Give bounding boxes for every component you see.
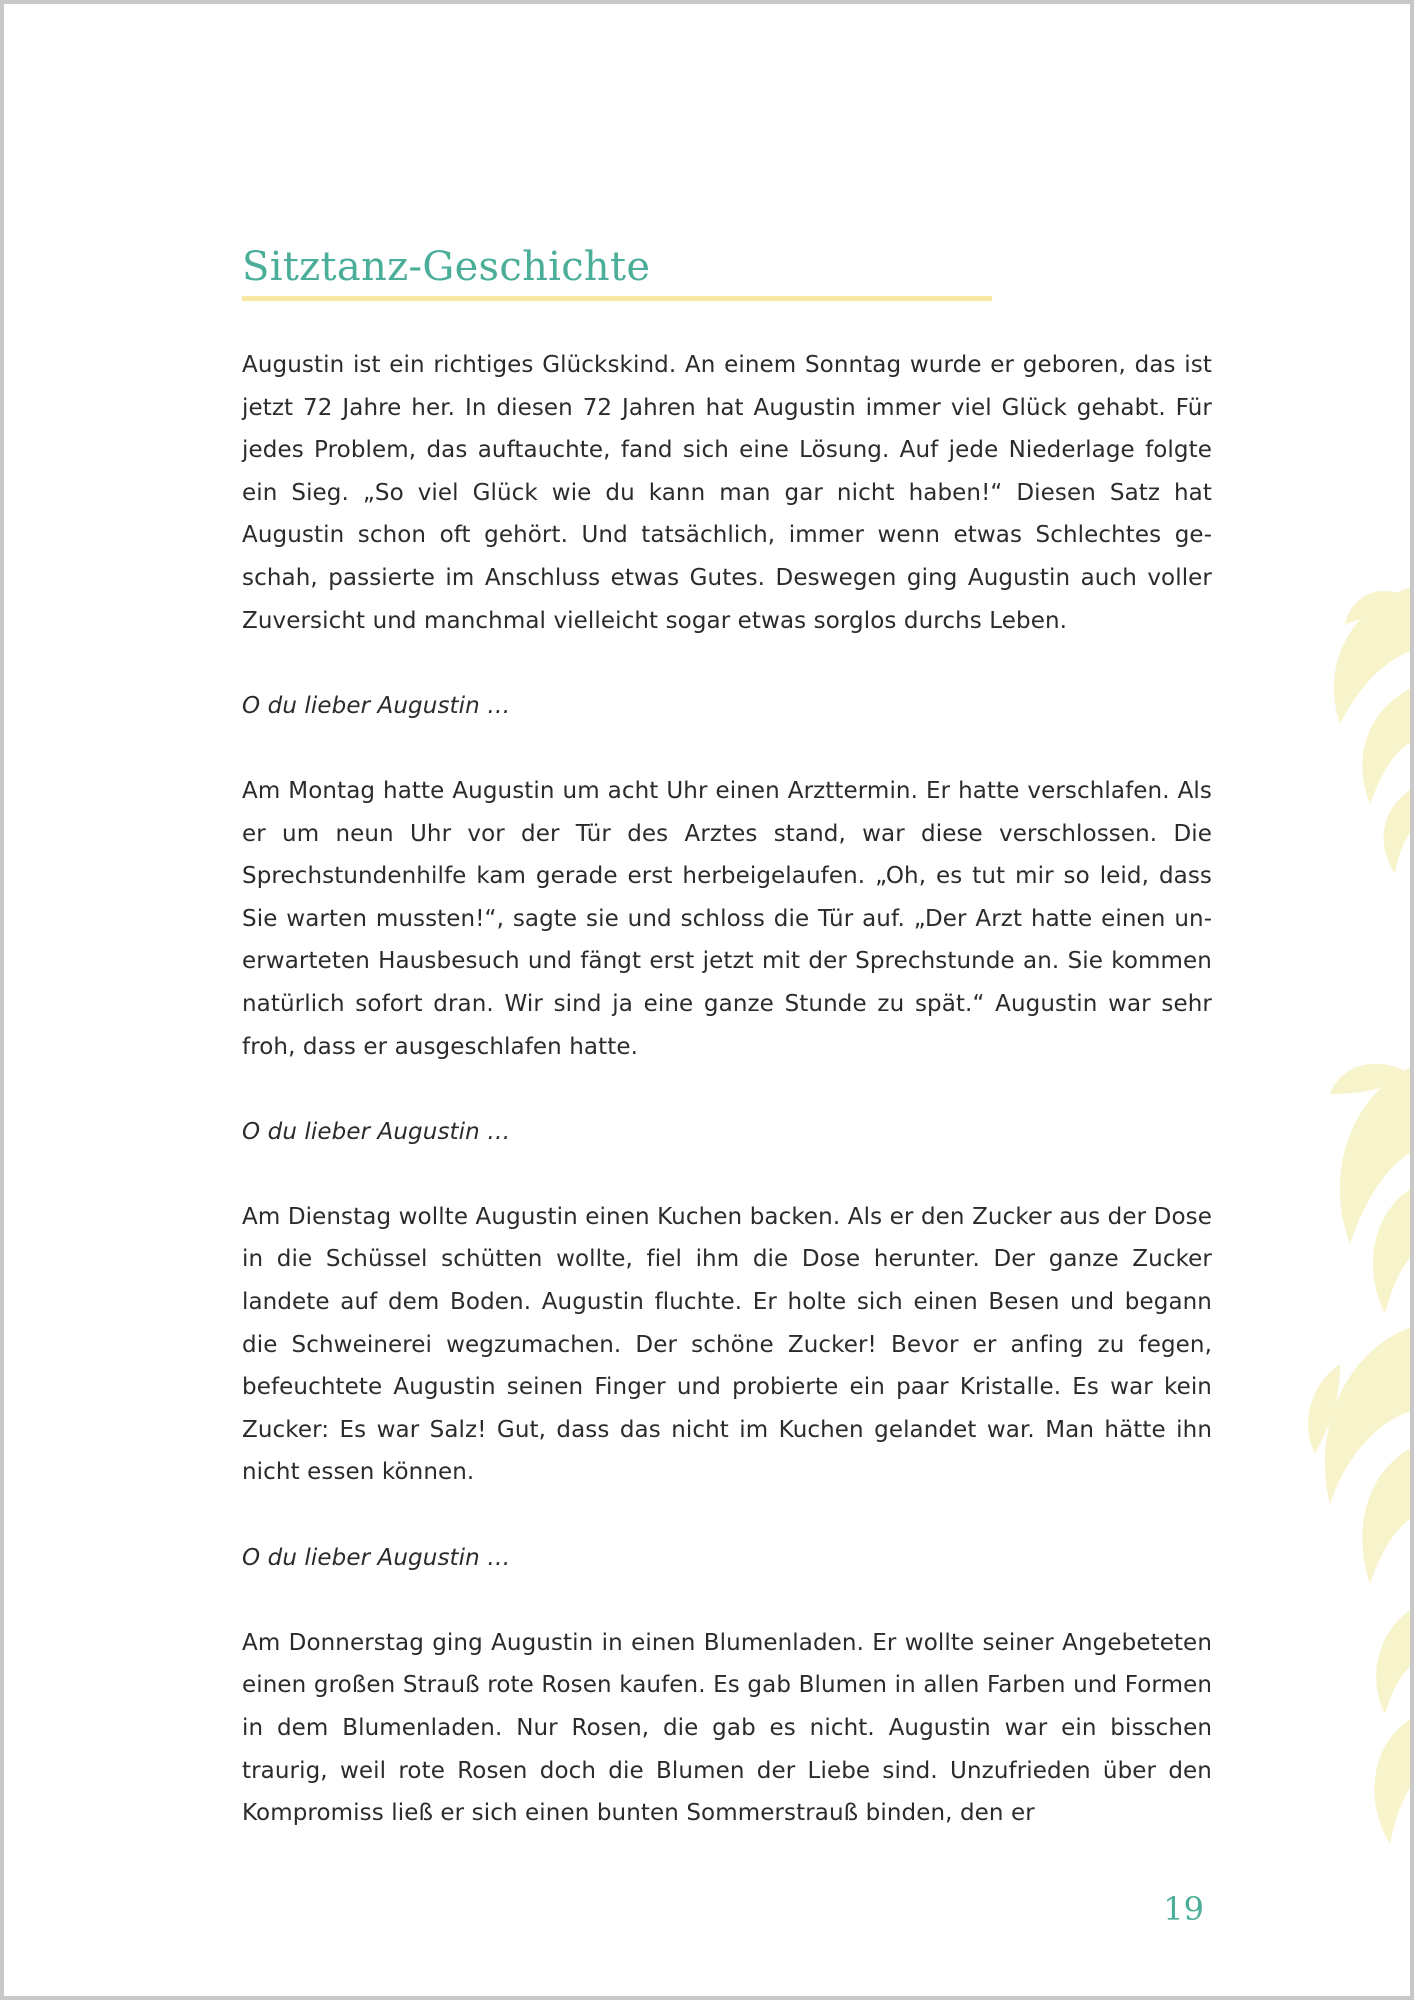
floral-ornament-icon [1200, 564, 1414, 1864]
paragraph-thursday: Am Donnerstag ging Augustin in einen Blumenladen. Er wollte seiner Angebeteten einen großen Strauß rote Rosen kaufen. Es gab Blumen in allen Farben und Formen in dem Blumenladen. Nur Rosen, die gab es nicht. Augustin war ein bisschen traurig, weil rote Rosen doch die Blumen der Liebe sind. Unzufrieden über den Kompromiss ließ er sich einen bunten Sommerstrauß binden, den er [242, 1629, 1212, 1827]
page-title: Sitztanz-Geschichte [242, 244, 651, 290]
paragraph-tuesday: Am Dienstag wollte Augustin einen Kuchen backen. Als er den Zucker aus der Dose in die Schüssel schütten wollte, fiel ihm die Dose herunter. Der ganze Zucker landete auf dem Boden. Augustin fluchte. Er holte sich einen Besen und begann die Schweinerei wegzumachen. Der schöne Zucker! Bevor er anfing zu fegen, befeuchtete Augustin seinen Finger und probierte ein paar Kristalle. Es war kein Zucker: Es war Salz! Gut, dass das nicht im Kuchen gelandet war. Man hätte ihn nicht essen können. [242, 1203, 1212, 1486]
story-text [242, 344, 1212, 1835]
paragraph-monday: Am Montag hatte Augustin um acht Uhr einen Arzttermin. Er hatte verschlafen. Als er um neun Uhr vor der Tür des Arztes stand, war diese verschlossen. Die Sprechstundenhilfe kam gerade erst herbeigelaufen. „Oh, es tut mir so leid, dass Sie warten mussten!“, sagte sie und schloss die Tür auf. „Der Arzt hatte einen unerwarteten Hausbesuch und fängt erst jetzt mit der Sprechstunde an. Sie kommen natürlich sofort dran. Wir sind ja eine ganze Stunde zu spät.“ Augustin war sehr froh, dass er ausgeschlafen hatte. [242, 777, 1212, 1060]
paragraph-sunday: Augustin ist ein richtiges Glückskind. An einem Sonntag wurde er geboren, das ist jetzt 72 Jahre her. In diesen 72 Jahren hat Augustin immer viel Glück gehabt. Für jedes Problem, das auftauchte, fand sich eine Lösung. Auf jede Niederlage folgte ein Sieg. „So viel Glück wie du kann man gar nicht haben!“ Diesen Satz hat Augustin schon oft gehört. Und tatsächlich, immer wenn etwas Schlechtes geschah, passierte im Anschluss etwas Gutes. Deswegen ging Augustin auch voller Zuversicht und manchmal vielleicht sogar etwas sorglos durchs Leben. [242, 352, 1212, 634]
title-underline [242, 296, 992, 301]
refrain: O du lieber Augustin … [242, 692, 511, 719]
refrain: O du lieber Augustin … [242, 1118, 511, 1145]
page-number: 19 [1163, 1890, 1204, 1928]
refrain: O du lieber Augustin … [242, 1544, 511, 1571]
